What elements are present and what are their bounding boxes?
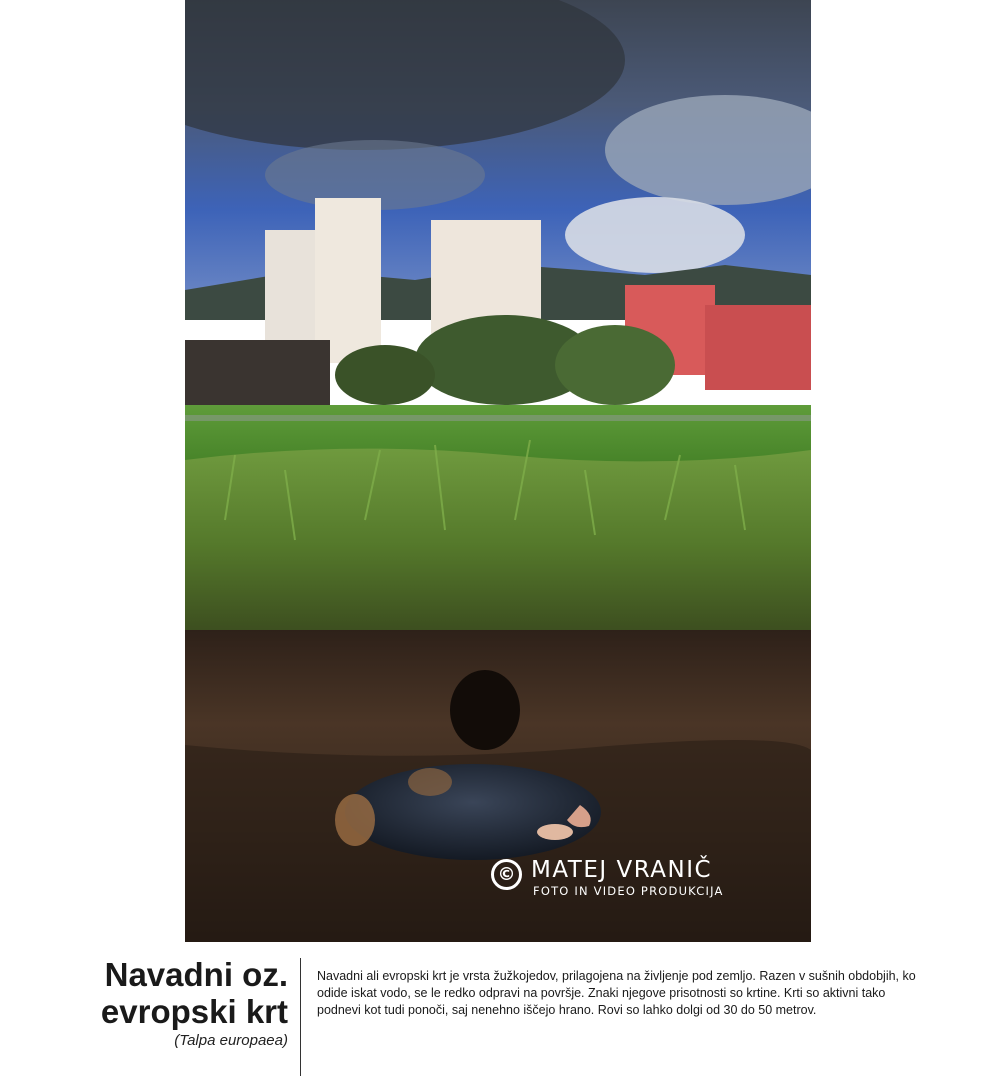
copyright-icon: © [491, 859, 522, 890]
title-line-1: Navadni oz. [104, 956, 288, 993]
photo-illustration [185, 0, 811, 942]
latin-name: (Talpa europaea) [174, 1032, 288, 1049]
caption-panel [0, 942, 1000, 1082]
watermark-subtitle: FOTO IN VIDEO PRODUKCIJA [533, 884, 724, 898]
photographer-watermark [491, 857, 791, 907]
title-line-2: evropski krt [100, 993, 288, 1030]
species-description: Navadni ali evropski krt je vrsta žužkojedov, prilagojena na življenje pod zemljo. Razen v sušnih obdobjih, ko odide iskat vodo, se le redko odpravi na površje. Znaki njegove prisotnosti so krtine. Krti so aktivni tako podnevi kot tudi ponoči, saj nenehno iščejo hrano. Rovi so lahko dolgi od 30 do 50 metrov. [317, 968, 916, 1017]
mole-photo [185, 0, 811, 942]
species-title [8, 956, 288, 1030]
watermark-name: MATEJ VRANIČ [531, 857, 713, 883]
caption-divider [300, 958, 301, 1076]
